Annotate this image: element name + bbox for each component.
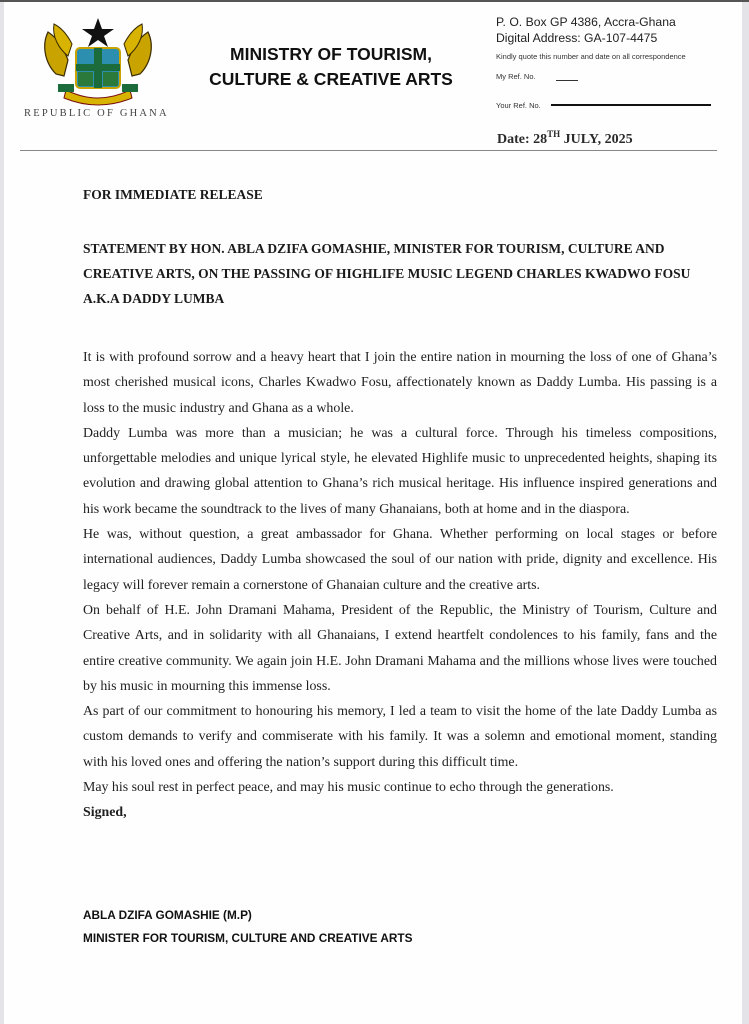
statement-headline: STATEMENT BY HON. ABLA DZIFA GOMASHIE, MINISTER FOR TOURISM, CULTURE AND CREATIVE ARTS, ON THE PASSING OF HIGHLIFE MUSIC LEGEND CHARLES KWADWO FOSU A.K.A DADDY LUMBA [83, 241, 691, 306]
date-ordinal-suffix: TH [547, 129, 561, 139]
date-rest: JULY, 2025 [560, 132, 633, 147]
date-prefix: Date: 28 [497, 132, 548, 147]
your-ref-label: Your Ref. No. [496, 101, 541, 110]
paragraph: On behalf of H.E. John Dramani Mahama, President of the Republic, the Ministry of Tourism, Culture and Creative Arts, and in solidarity with all Ghanaians, I extend heartfelt condolences to his family, fans and the entire creative community. We again join H.E. John Dramani Mahama and the millions whose lives were touched by his music in mourning this immense loss. [83, 602, 717, 694]
release-label: FOR IMMEDIATE RELEASE [83, 187, 263, 202]
crest-caption: REPUBLIC OF GHANA [24, 108, 169, 119]
statement-body [83, 345, 717, 826]
reference-note: Kindly quote this number and date on all correspondence [496, 52, 686, 61]
ministry-name-line-2: CULTURE & CREATIVE ARTS [209, 69, 453, 89]
ghana-coat-of-arms-icon [38, 14, 158, 106]
my-ref-blank-line [556, 80, 578, 81]
paragraph: Daddy Lumba was more than a musician; he was a cultural force. Through his timeless compositions, unforgettable melodies and unique lyrical style, he elevated Highlife music to unprecedented heights, shaping its evolution and drawing global attention to Ghana’s rich musical heritage. His influence inspired generations and his work became the soundtrack to the lives of many Ghanaians, both at home and in the diaspora. [83, 425, 717, 517]
your-ref-blank-line [551, 104, 711, 106]
signed-label: Signed, [83, 805, 127, 821]
my-ref-label: My Ref. No. [496, 72, 536, 81]
ministry-name [186, 42, 476, 92]
contact-block [496, 14, 736, 61]
header-divider [20, 150, 717, 151]
paragraph: He was, without question, a great ambassador for Ghana. Whether performing on local stages or before international audiences, Daddy Lumba showcased the soul of our nation with pride, dignity and excellence. His legacy will forever remain a cornerstone of Ghanaian culture and the creative arts. [83, 527, 717, 593]
signatory-name: ABLA DZIFA GOMASHIE (M.P) [83, 908, 252, 922]
signatory-block [83, 904, 412, 949]
digital-address: Digital Address: GA-107-4475 [496, 31, 658, 45]
document-date [497, 129, 633, 148]
ministry-name-line-1: MINISTRY OF TOURISM, [230, 44, 432, 64]
paragraph: May his soul rest in perfect peace, and may his music continue to echo through the generations. [83, 780, 614, 796]
paragraph: As part of our commitment to honouring his memory, I led a team to visit the home of the late Daddy Lumba as custom demands to verify and commiserate with his family. It was a solemn and emotional moment, standing with his loved ones and offering the nation’s support during this difficult time. [83, 704, 717, 770]
po-box: P. O. Box GP 4386, Accra-Ghana [496, 15, 676, 29]
paragraph: It is with profound sorrow and a heavy heart that I join the entire nation in mourning the loss of one of Ghana’s most cherished musical icons, Charles Kwadwo Fosu, affectionately known as Daddy Lumba. His passing is a loss to the music industry and Ghana as a whole. [83, 350, 717, 416]
signatory-title: MINISTER FOR TOURISM, CULTURE AND CREATIVE ARTS [83, 930, 413, 945]
